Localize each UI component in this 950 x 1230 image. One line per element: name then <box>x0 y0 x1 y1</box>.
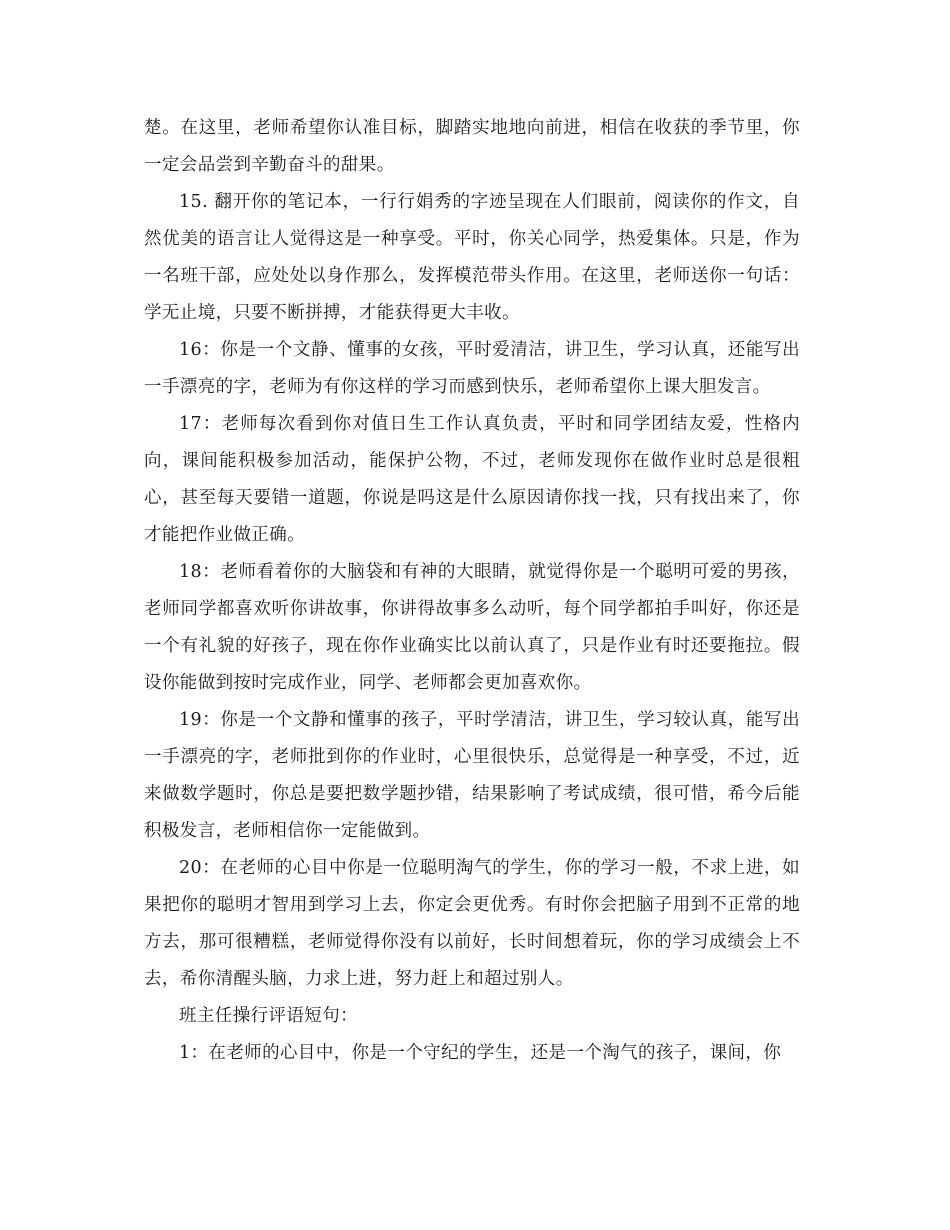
paragraph-continued: 楚。在这里，老师希望你认准目标，脚踏实地地向前进，相信在收获的季节里，你一定会品尝到辛勤奋斗的甜果。 <box>144 118 800 175</box>
paragraph-18: 18：老师看着你的大脑袋和有神的大眼睛，就觉得你是一个聪明可爱的男孩，老师同学都喜欢听你讲故事，你讲得故事多么动听，每个同学都拍手叫好，你还是一个有礼貌的好孩子，现在你作业确实比以前认真了，只是作业有时还要拖拉。假设你能做到按时完成作业，同学、老师都会更加喜欢你。 <box>144 562 800 693</box>
paragraph-20: 20：在老师的心目中你是一位聪明淘气的学生，你的学习一般，不求上进，如果把你的聪明才智用到学习上去，你定会更优秀。有时你会把脑子用到不正常的地方去，那可很糟糕，老师觉得你没有以前好，长时间想着玩，你的学习成绩会上不去，希你清醒头脑，力求上进，努力赶上和超过别人。 <box>144 858 800 989</box>
paragraph-19: 19：你是一个文静和懂事的孩子，平时学清洁，讲卫生，学习较认真，能写出一手漂亮的字，老师批到你的作业时，心里很快乐，总觉得是一种享受，不过，近来做数学题时，你总是要把数学题抄错，结果影响了考试成绩，很可惜，希今后能积极发言，老师相信你一定能做到。 <box>144 710 800 841</box>
paragraph-1: 1：在老师的心目中，你是一个守纪的学生，还是一个淘气的孩子，课间，你 <box>179 1043 782 1063</box>
paragraph-17: 17：老师每次看到你对值日生工作认真负责，平时和同学团结友爱，性格内向，课间能积极参加活动，能保护公物，不过，老师发现你在做作业时总是很粗心，甚至每天要错一道题，你说是吗这是什么原因请你找一找，只有找出来了，你才能把作业做正确。 <box>144 414 800 545</box>
paragraph-15: 15. 翻开你的笔记本，一行行娟秀的字迹呈现在人们眼前，阅读你的作文，自然优美的语言让人觉得这是一种享受。平时，你关心同学，热爱集体。只是，作为一名班干部，应处处以身作那么，发挥模范带头作用。在这里，老师送你一句话：学无止境，只要不断拼搏，才能获得更大丰收。 <box>144 192 800 323</box>
paragraph-16: 16：你是一个文静、懂事的女孩，平时爱清洁，讲卫生，学习认真，还能写出一手漂亮的字，老师为有你这样的学习而感到快乐，老师希望你上课大胆发言。 <box>144 340 800 397</box>
section-heading: 班主任操行评语短句： <box>179 1006 358 1026</box>
document-body <box>144 110 800 1072</box>
